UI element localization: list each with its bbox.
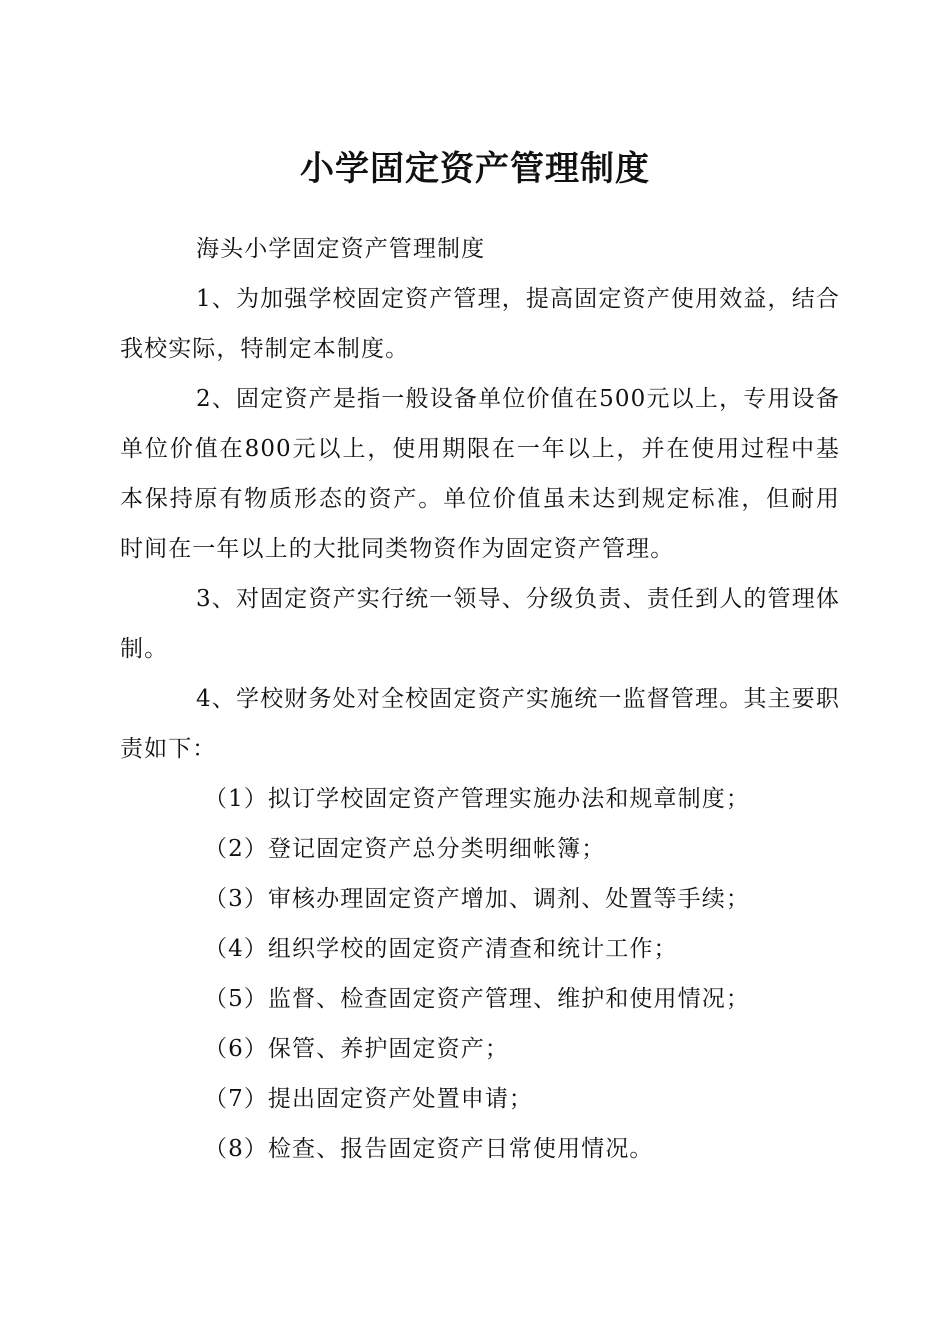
paragraph-4: 4、学校财务处对全校固定资产实施统一监督管理。其主要职责如下：	[120, 686, 840, 762]
duty-item-4: （4）组织学校的固定资产清查和统计工作；	[204, 936, 678, 962]
duty-item-5: （5）监督、检查固定资产管理、维护和使用情况；	[204, 986, 750, 1012]
document-title: 小学固定资产管理制度	[300, 149, 650, 189]
paragraph-3: 3、对固定资产实行统一领导、分级负责、责任到人的管理体制。	[120, 586, 840, 662]
duty-item-7: （7）提出固定资产处置申请；	[204, 1086, 534, 1112]
duty-item-3: （3）审核办理固定资产增加、调剂、处置等手续；	[204, 886, 750, 912]
duty-item-6: （6）保管、养护固定资产；	[204, 1036, 509, 1062]
document-body	[120, 224, 840, 1174]
duty-item-2: （2）登记固定资产总分类明细帐簿；	[204, 836, 606, 862]
duty-item-8: （8）检查、报告固定资产日常使用情况。	[204, 1136, 654, 1162]
paragraph-2: 2、固定资产是指一般设备单位价值在500元以上，专用设备单位价值在800元以上，使用期限在一年以上，并在使用过程中基本保持原有物质形态的资产。单位价值虽未达到规定标准，但耐用时间在一年以上的大批同类物资作为固定资产管理。	[120, 386, 840, 562]
document-subtitle: 海头小学固定资产管理制度	[196, 236, 486, 262]
duty-item-1: （1）拟订学校固定资产管理实施办法和规章制度；	[204, 786, 750, 812]
paragraph-1: 1、为加强学校固定资产管理，提高固定资产使用效益，结合我校实际，特制定本制度。	[120, 286, 840, 362]
